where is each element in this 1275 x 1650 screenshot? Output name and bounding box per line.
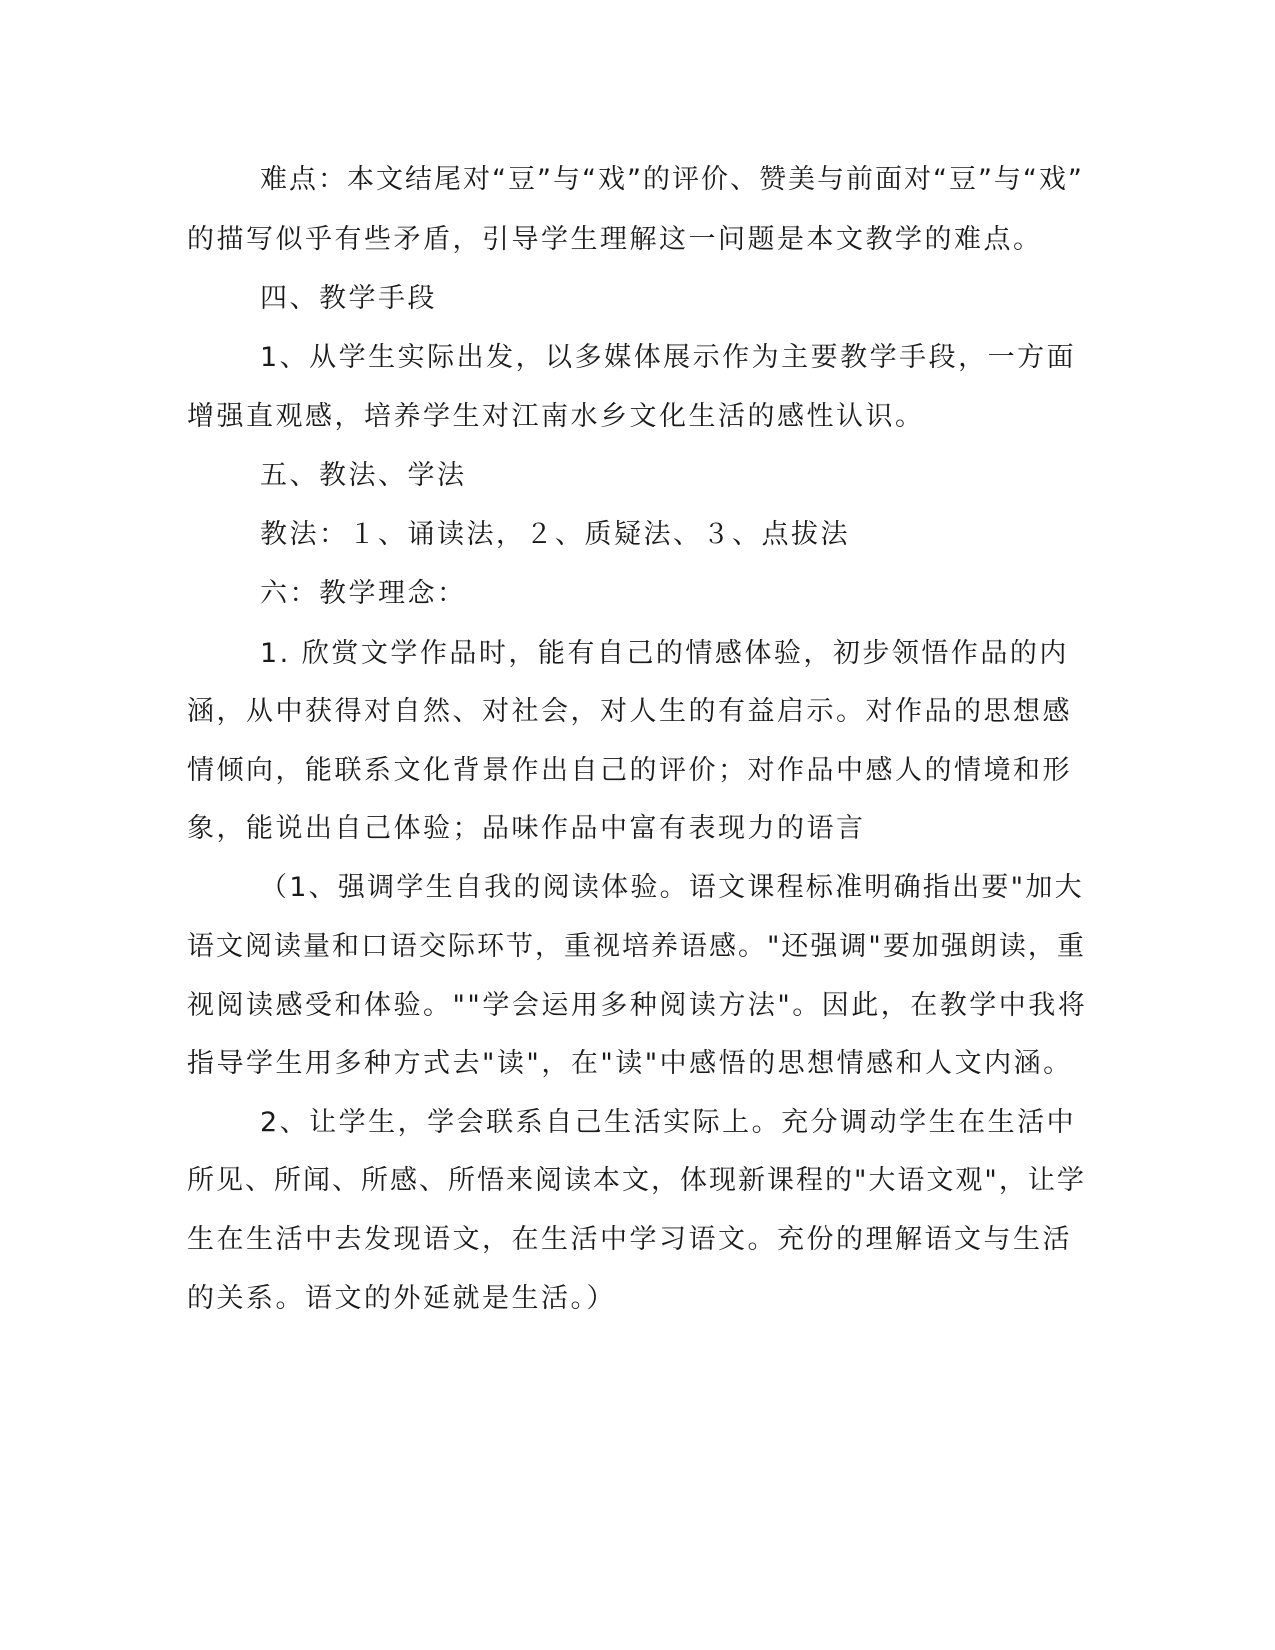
philosophy-paragraph-line-1: 1. 欣赏文学作品时，能有自己的情感体验，初步领悟作品的内 [260, 638, 1069, 669]
methods-list: 教法：１、诵读法，２、质疑法、３、点拔法 [260, 519, 850, 550]
reading-paragraph-line-4: 指导学生用多种方式去"读"，在"读"中感悟的思想情感和人文内涵。 [187, 1048, 1073, 1079]
life-paragraph-line-4: 的关系。语文的外延就是生活。） [187, 1283, 616, 1314]
section-heading-philosophy: 六：教学理念： [260, 578, 467, 609]
life-paragraph-line-2: 所见、所闻、所感、所悟来阅读本文，体现新课程的"大语文观"，让学 [187, 1165, 1086, 1196]
life-paragraph-line-1: 2、让学生，学会联系自己生活实际上。充分调动学生在生活中 [260, 1107, 1077, 1138]
philosophy-paragraph-line-4: 象，能说出自己体验；品味作品中富有表现力的语言 [187, 813, 866, 844]
means-paragraph-line-1: 1、从学生实际出发，以多媒体展示作为主要教学手段，一方面 [260, 342, 1077, 373]
difficulty-paragraph-line-2: 的描写似乎有些矛盾，引导学生理解这一问题是本文教学的难点。 [187, 224, 1043, 255]
reading-paragraph-line-2: 语文阅读量和口语交际环节，重视培养语感。"还强调"要加强朗读，重 [187, 931, 1086, 962]
means-paragraph-line-2: 增强直观感，培养学生对江南水乡文化生活的感性认识。 [187, 401, 925, 432]
reading-paragraph-line-1: （1、强调学生自我的阅读体验。语文课程标准明确指出要"加大 [260, 872, 1084, 903]
section-heading-methods: 五、教法、学法 [260, 460, 467, 491]
section-heading-teaching-means: 四、教学手段 [260, 283, 437, 314]
difficulty-paragraph-line-1: 难点：本文结尾对“豆”与“戏”的评价、赞美与前面对“豆”与“戏” [260, 164, 1084, 195]
reading-paragraph-line-3: 视阅读感受和体验。""学会运用多种阅读方法"。因此，在教学中我将 [187, 990, 1088, 1021]
philosophy-paragraph-line-3: 情倾向，能联系文化背景作出自己的评价；对作品中感人的情境和形 [187, 755, 1072, 786]
philosophy-paragraph-line-2: 涵，从中获得对自然、对社会，对人生的有益启示。对作品的思想感 [187, 696, 1072, 727]
life-paragraph-line-3: 生在生活中去发现语文，在生活中学习语文。充份的理解语文与生活 [187, 1224, 1072, 1255]
